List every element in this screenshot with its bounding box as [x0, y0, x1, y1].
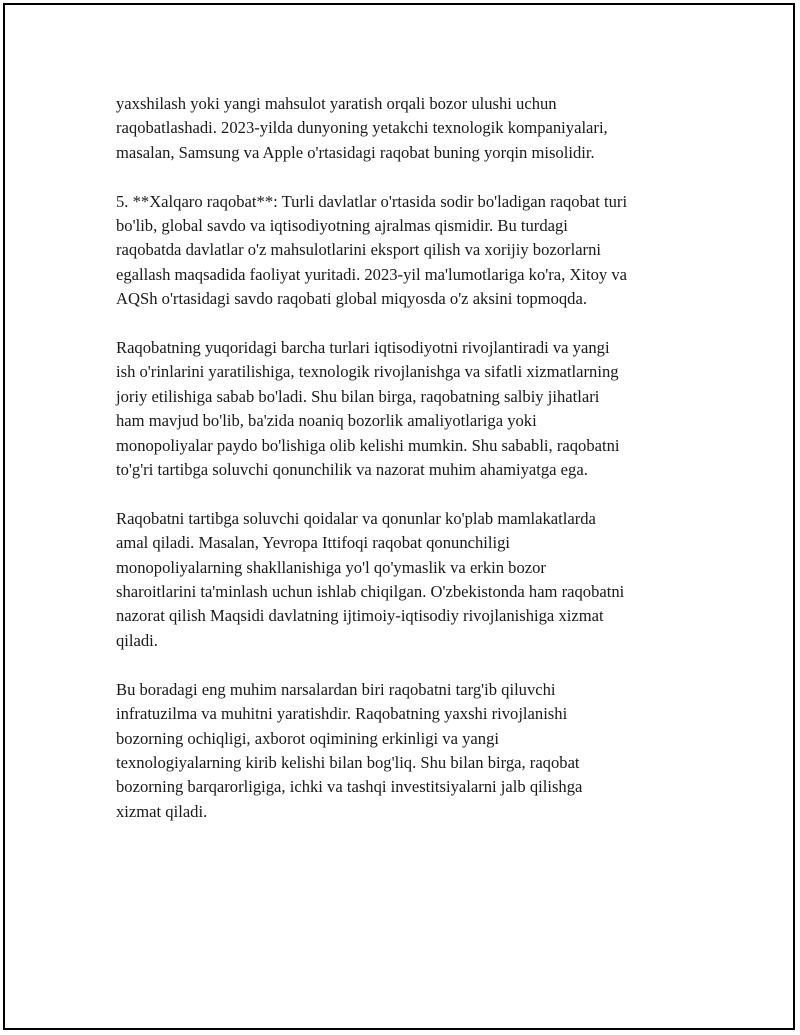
- paragraph-1: yaxshilash yoki yangi mahsulot yaratish orqali bozor ulushi uchun raqobatlashadi. 2023-yilda dunyoning yetakchi texnologik kompaniyalari, masalan, Samsung va Apple o'rtasidagi raqobat buning yorqin misolidir.: [116, 94, 608, 162]
- paragraph-4: Raqobatni tartibga soluvchi qoidalar va qonunlar ko'plab mamlakatlarda amal qiladi. Masalan, Yevropa Ittifoqi raqobat qonunchiligi monopoliyalarning shakllanishiga yo'l qo'ymaslik va erkin bozor sharoitlarini ta'minlash uchun ishlab chiqilgan. O'zbekistonda ham raqobatni nazorat qilish Maqsidi davlatning ijtimoiy-iqtisodiy rivojlanishiga xizmat qiladi.: [116, 508, 625, 650]
- document-body: [116, 92, 696, 849]
- paragraph-2: 5. **Xalqaro raqobat**: Turli davlatlar o'rtasida sodir bo'ladigan raqobat turi bo'lib, global savdo va iqtisodiyotning ajralmas qismidir. Bu turdagi raqobatda davlatlar o'z mahsulotlarini eksport qilish va xorijiy bozorlarni egallash maqsadida faoliyat yuritadi. 2023-yil ma'lumotlariga ko'ra, Xitoy va AQSh o'rtasidagi savdo raqobati global miqyosda o'z aksini topmoqda.: [116, 191, 628, 309]
- paragraph-3: Raqobatning yuqoridagi barcha turlari iqtisodiyotni rivojlantiradi va yangi ish o'rinlarini yaratilishiga, texnologik rivojlanishga va sifatli xizmatlarning joriy etilishiga sabab bo'ladi. Shu bilan birga, raqobatning salbiy jihatlari ham mavjud bo'lib, ba'zida noaniq bozorlik amaliyotlariga yoki monopoliyalar paydo bo'lishiga olib kelishi mumkin. Shu sababli, raqobatni to'g'ri tartibga soluvchi qonunchilik va nazorat muhim ahamiyatga ega.: [116, 338, 620, 480]
- paragraph-5: Bu boradagi eng muhim narsalardan biri raqobatni targ'ib qiluvchi infratuzilma va muhitni yaratishdir. Raqobatning yaxshi rivojlanishi bozorning ochiqligi, axborot oqimining erkinligi va yangi texnologiyalarning kirib kelishi bilan bog'liq. Shu bilan birga, raqobat bozorning barqarorligiga, ichki va tashqi investitsiyalarni jalb qilishga xizmat qiladi.: [116, 679, 583, 821]
